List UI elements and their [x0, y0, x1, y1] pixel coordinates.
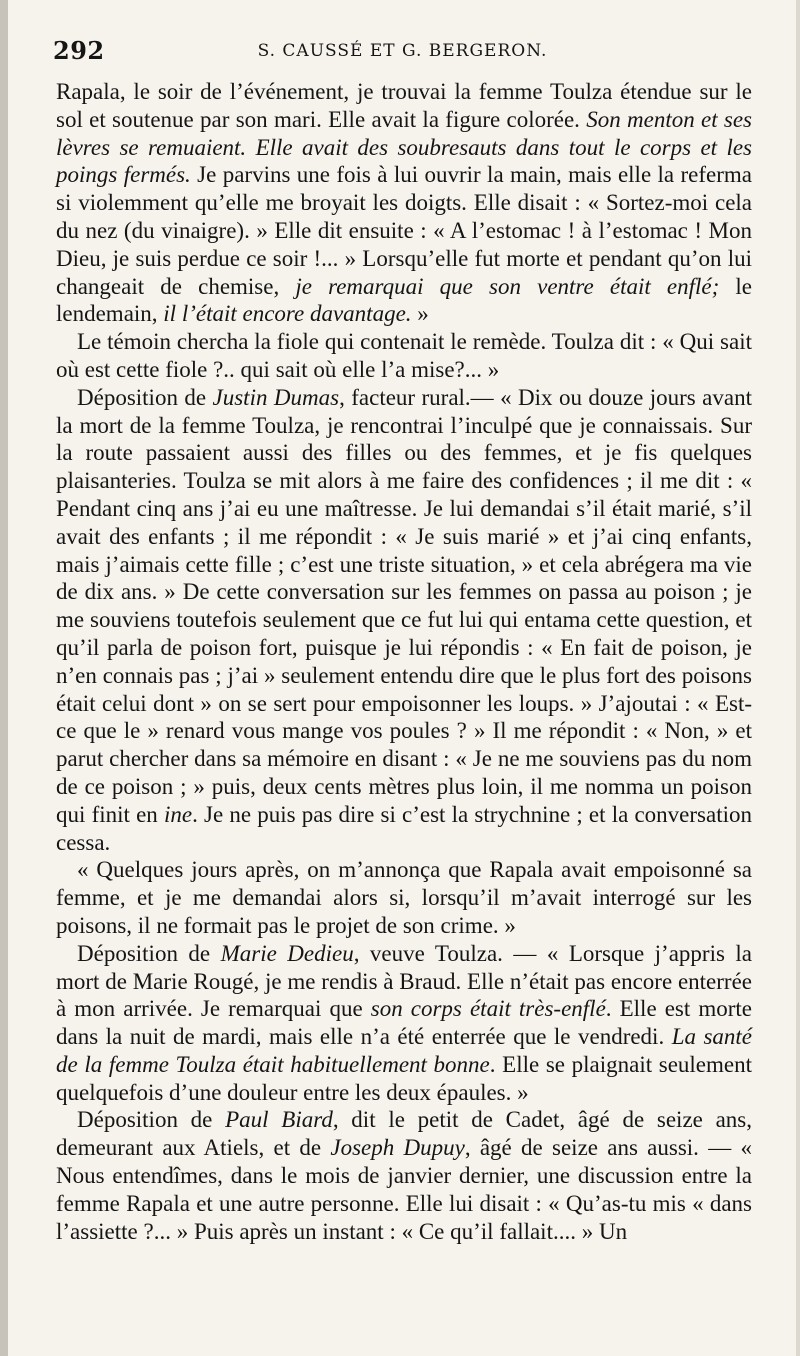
- paragraph: [56, 940, 752, 1107]
- italic-text: Joseph Dupuy: [330, 1135, 465, 1161]
- text-run: le lendemain,: [56, 273, 752, 327]
- page-number: 292: [53, 36, 105, 65]
- text-run: Déposition de: [77, 940, 221, 966]
- text-run: , facteur rural.— « Dix ou douze jours avant la mort de la femme Toulza, je rencontrai l’inculpé que je connaissais. Sur la route passaient aussi des filles ou des femmes, et je fis quelques plaisanteries. Toulza se mit alors à me faire des confidences ; il me dit : « Pendant cinq ans j’ai eu une maîtresse. Je lui demandai s’il était marié, s’il avait des enfants ; il me répondit : « Je suis marié » et j’ai cinq enfants, mais j’aimais cette fille ; c’est une triste situation, » et cela abrégera ma vie de dix ans. » De cette conversation sur les femmes on passa au poison ; je me souviens toutefois seulement que ce fut lui qui entama cette question, et qu’il parla de poison fort, puisque je lui répondis : « En fait de poison, je n’en connais pas ; j’ai » seulement entendu dire que le plus fort des poisons était celui dont » on se sert pour empoisonner les loups. » J’ajoutai : « Est-ce que le » renard vous mange vos poules ? » Il me répondit : « Non, » et parut chercher dans sa mémoire en disant : « Je ne me souviens pas du nom de ce poison ; » puis, deux cents mètres plus loin, il me nomma un poison qui finit en: [56, 384, 752, 827]
- italic-text: Justin Dumas: [212, 384, 340, 410]
- text-run: , âgé de seize ans aussi. — « Nous entendîmes, dans le mois de janvier dernier, une discussion entre la femme Rapala et une autre personne. Elle lui disait : « Qu’as-tu mis « dans l’assiette ?... » Puis après un instant : « Ce qu’il fallait.... » Un: [56, 1135, 752, 1244]
- italic-text: ine: [163, 801, 193, 827]
- italic-text: La santé de la femme Toulza était habituellement bonne: [56, 1024, 753, 1077]
- text-run: « Quelques jours après, on m’annonça que Rapala avait empoisonné sa femme, et je me demandai alors si, lorsqu’il m’avait interrogé sur les poisons, il ne formait pas le projet de son crime. »: [56, 857, 752, 938]
- text-run: . Je ne puis pas dire si c’est la strychnine ; et la conversation cessa.: [56, 801, 752, 855]
- paragraph: [56, 78, 752, 328]
- text-run: Déposition de: [77, 1107, 226, 1133]
- italic-text: Paul Biard: [225, 1107, 333, 1133]
- text-run: . Elle est morte dans la nuit de mardi, mais elle n’a été enterrée que le vendredi.: [56, 996, 752, 1050]
- page-header: [53, 36, 752, 68]
- paragraph: [56, 856, 752, 939]
- italic-text: Son menton et ses lèvres se remuaient. Elle avait des soubresauts dans tout le corps et les poings fermés.: [56, 106, 753, 188]
- text-run: Le témoin chercha la fiole qui contenait le remède. Toulza dit : « Qui sait où est cette fiole ?.. qui sait où elle l’a mise?... »: [56, 329, 752, 382]
- paragraph: [56, 328, 752, 384]
- italic-text: il l’était encore davantage.: [163, 301, 412, 327]
- paragraph: [56, 1106, 752, 1245]
- text-run: Rapala, le soir de l’événement, je trouvai la femme Toulza étendue sur le sol et soutenue par son mari. Elle avait la figure colorée.: [56, 79, 752, 132]
- text-run: , dit le petit de Cadet, âgé de seize ans, demeurant aux Atiels, et de: [56, 1107, 752, 1161]
- italic-text: son corps était très-enflé: [370, 996, 606, 1022]
- running-head: S. CAUSSÉ ET G. BERGERON.: [257, 41, 548, 61]
- text-run: Déposition de: [77, 384, 213, 410]
- text-run: . Elle se plaignait seulement quelquefois d’une douleur entre les deux épaules. »: [56, 1051, 752, 1105]
- paragraph: [56, 384, 752, 857]
- text-run: , veuve Toulza. — « Lorsque j’appris la mort de Marie Rougé, je me rendis à Braud. Elle n’était pas encore enterrée à mon arrivée. Je remarquai que: [56, 940, 752, 1022]
- text-run: »: [411, 301, 429, 327]
- italic-text: Marie Dedieu: [220, 940, 354, 966]
- italic-text: je remarquai que son ventre était enflé;: [295, 273, 720, 299]
- body-text: [56, 78, 752, 1245]
- text-run: Je parvins une fois à lui ouvrir la main, mais elle la referma si violemment qu’elle me broyait les doigts. Elle disait : « Sortez-moi cela du nez (du vinaigre). » Elle dit ensuite : « A l’estomac ! à l’estomac ! Mon Dieu, je suis perdue ce soir !... » Lorsqu’elle fut morte et pendant qu’on lui changeait de chemise,: [56, 162, 752, 299]
